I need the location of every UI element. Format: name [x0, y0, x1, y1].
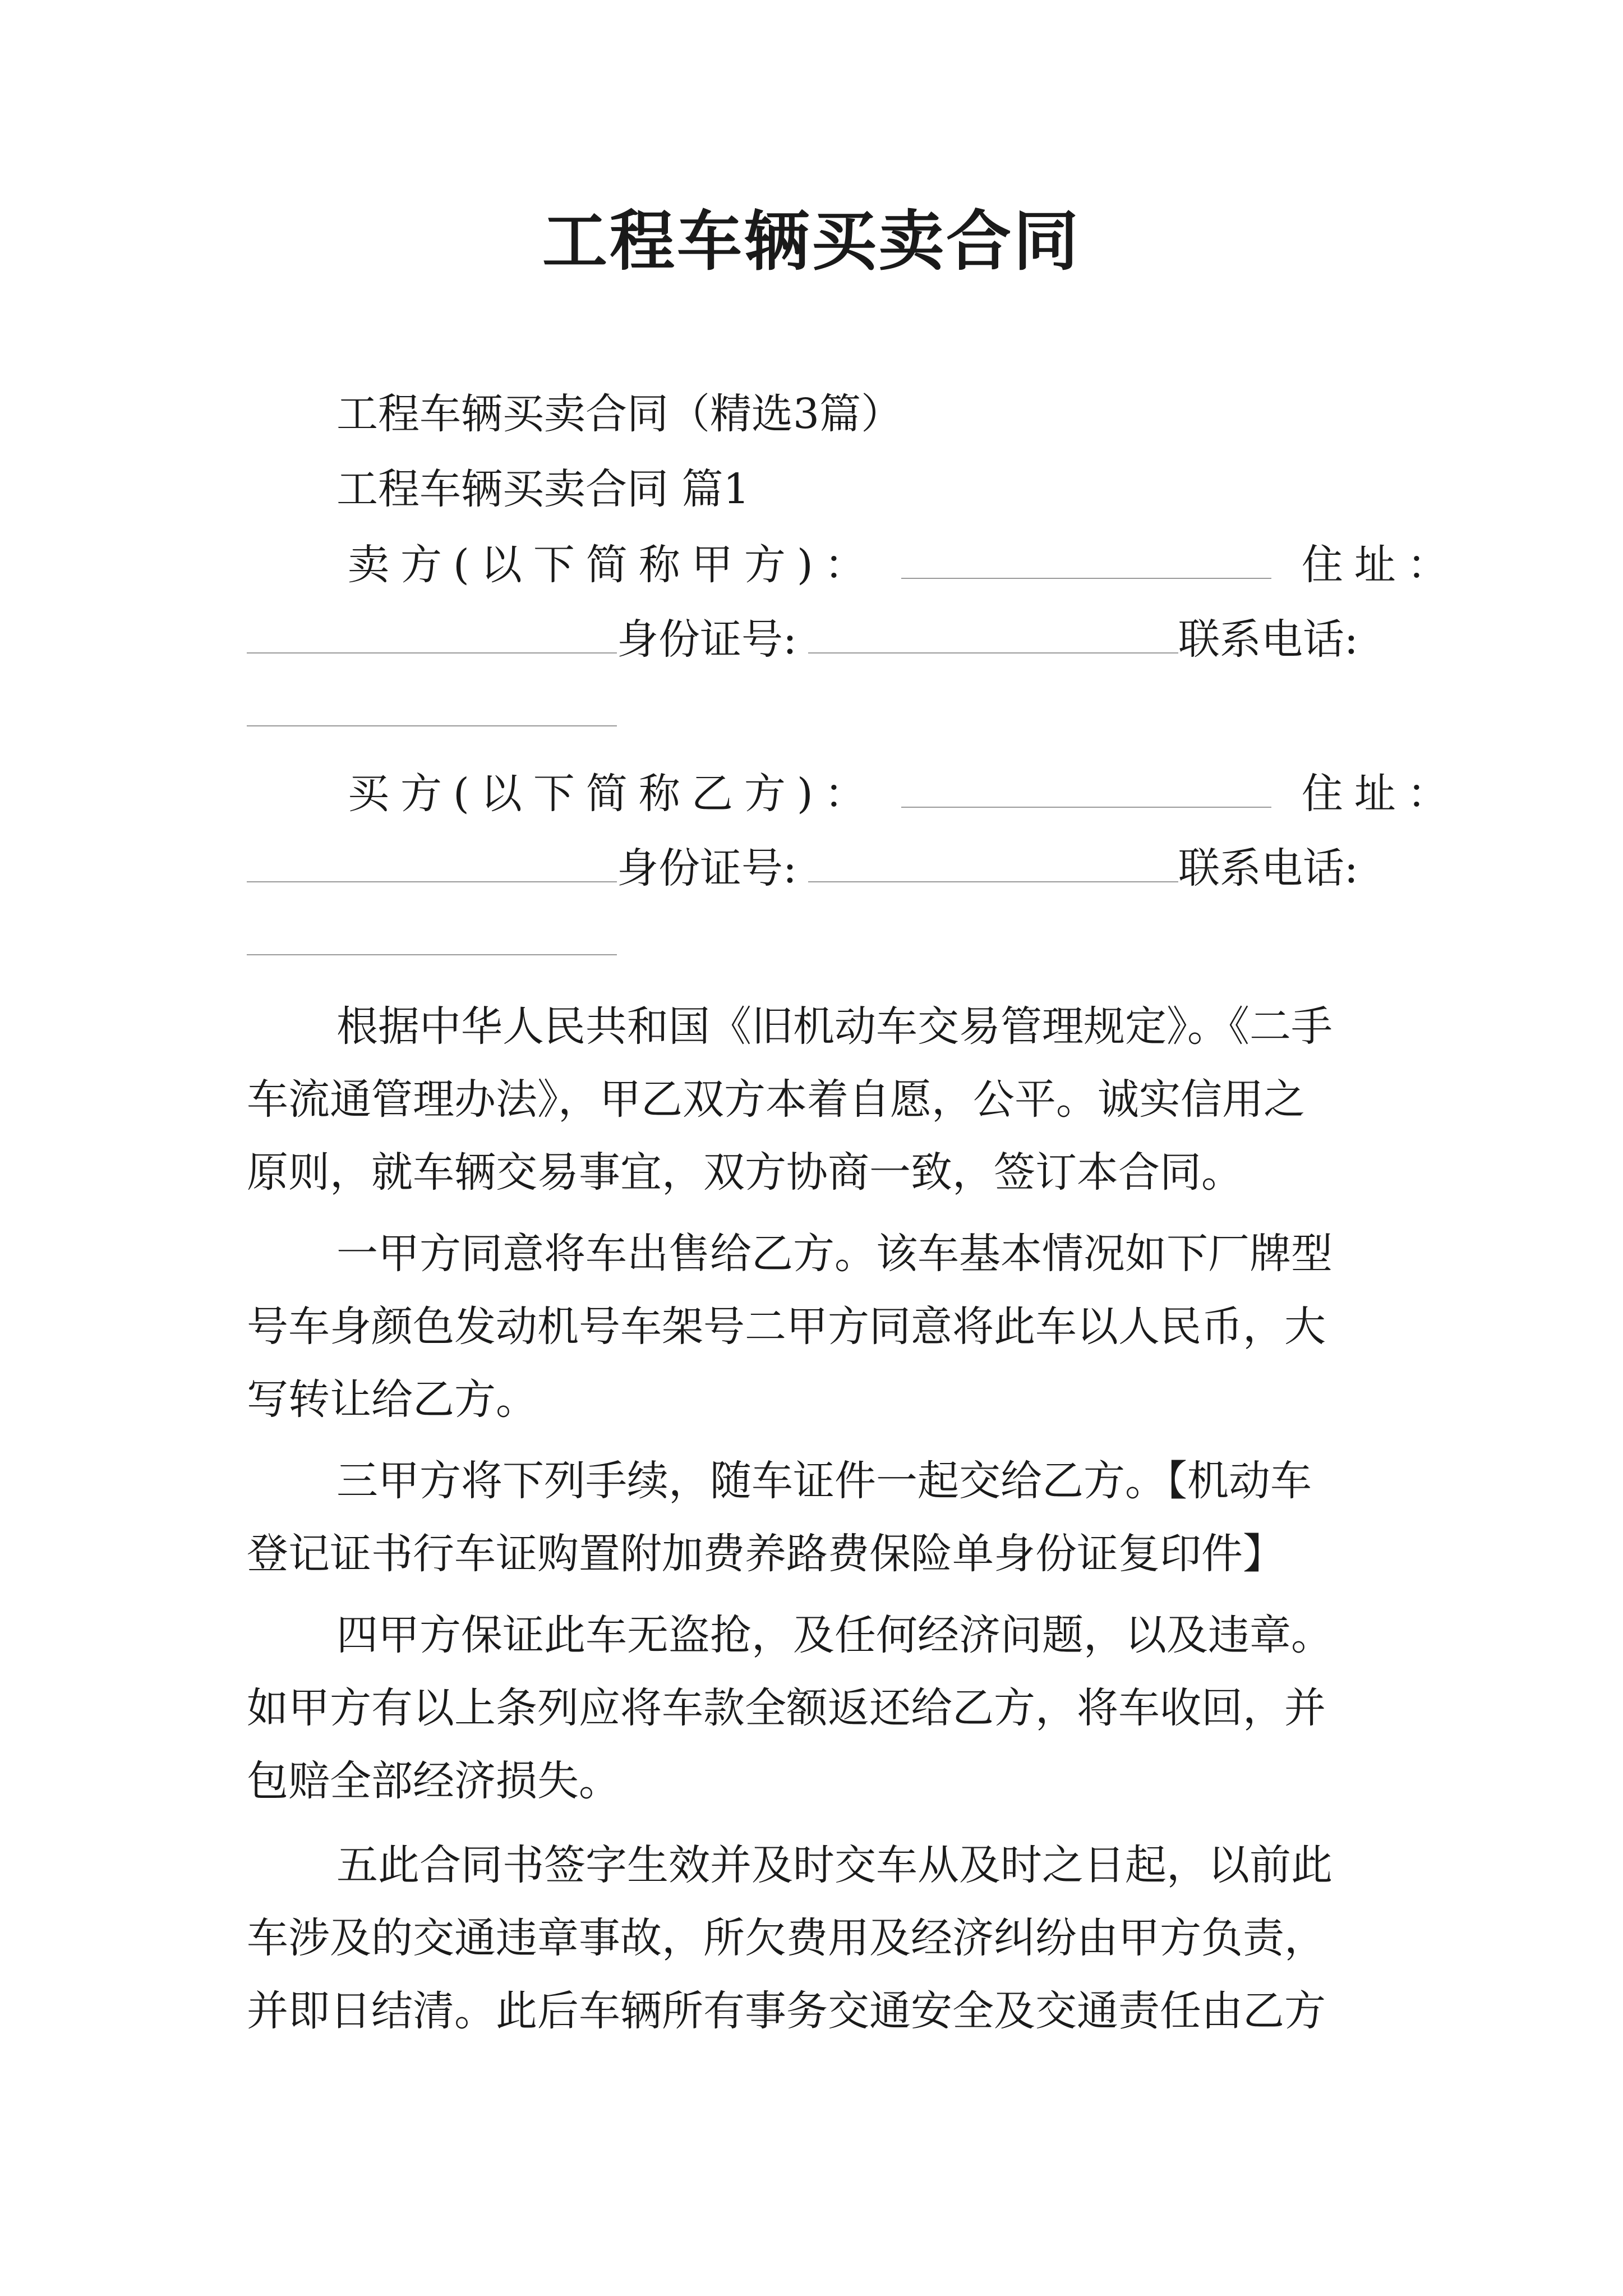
buyer-address-blank[interactable]	[247, 849, 617, 882]
body-line: 原则，就车辆交易事宜，双方协商一致，签订本合同。	[247, 1148, 1243, 1197]
body-line: 并即日结清。此后车辆所有事务交通安全及交通责任由乙方	[247, 1987, 1326, 2035]
buyer-phone-label: 联系电话:	[1178, 844, 1358, 892]
buyer-label: 买方(以下简称乙方)：	[348, 770, 877, 818]
buyer-id-label: 身份证号:	[617, 844, 797, 892]
seller-phone-line	[247, 682, 1380, 743]
seller-name-blank[interactable]	[901, 545, 1271, 579]
body-line: 五此合同书签字生效并及时交车从及时之日起，以前此	[336, 1841, 1332, 1889]
buyer-phone-line	[247, 910, 1380, 972]
seller-phone-blank[interactable]	[247, 693, 617, 726]
seller-address-blank[interactable]	[247, 620, 617, 654]
buyer-address-label: 住址：	[1301, 770, 1460, 818]
seller-id-label: 身份证号:	[617, 615, 797, 664]
subtitle: 工程车辆买卖合同（精选3篇）	[336, 390, 903, 438]
body-line: 车涉及的交通违章事故，所欠费用及经济纠纷由甲方负责，	[247, 1914, 1326, 1962]
buyer-id-blank[interactable]	[808, 849, 1178, 882]
seller-line	[348, 534, 1460, 596]
seller-id-line	[247, 609, 1380, 670]
body-line: 登记证书行车证购置附加费养路费保险单身份证复印件】	[247, 1530, 1284, 1578]
body-line: 车流通管理办法》，甲乙双方本着自愿，公平。诚实信用之	[247, 1075, 1305, 1124]
body-line: 一甲方同意将车出售给乙方。该车基本情况如下厂牌型	[336, 1230, 1332, 1278]
seller-id-blank[interactable]	[808, 620, 1178, 654]
body-line: 如甲方有以上条列应将车款全额返还给乙方，将车收回，并	[247, 1684, 1326, 1732]
seller-address-label: 住址：	[1301, 541, 1460, 589]
seller-phone-label: 联系电话:	[1178, 615, 1358, 664]
part-heading: 工程车辆买卖合同 篇1	[336, 465, 750, 513]
buyer-id-line	[247, 838, 1380, 899]
body-line: 包赔全部经济损失。	[247, 1757, 620, 1805]
body-line: 写转让给乙方。	[247, 1375, 537, 1424]
body-line: 根据中华人民共和国《旧机动车交易管理规定》。《二手	[336, 1002, 1332, 1051]
document-title: 工程车辆买卖合同	[542, 203, 1081, 279]
body-line: 三甲方将下列手续，随车证件一起交给乙方。【机动车	[336, 1457, 1312, 1505]
seller-label: 卖方(以下简称甲方)：	[348, 541, 877, 589]
body-line: 四甲方保证此车无盗抢，及任何经济问题，以及违章。	[336, 1611, 1332, 1659]
buyer-phone-blank[interactable]	[247, 922, 617, 955]
body-line: 号车身颜色发动机号车架号二甲方同意将此车以人民币，大	[247, 1303, 1326, 1351]
buyer-line	[348, 763, 1460, 825]
buyer-name-blank[interactable]	[901, 774, 1271, 808]
